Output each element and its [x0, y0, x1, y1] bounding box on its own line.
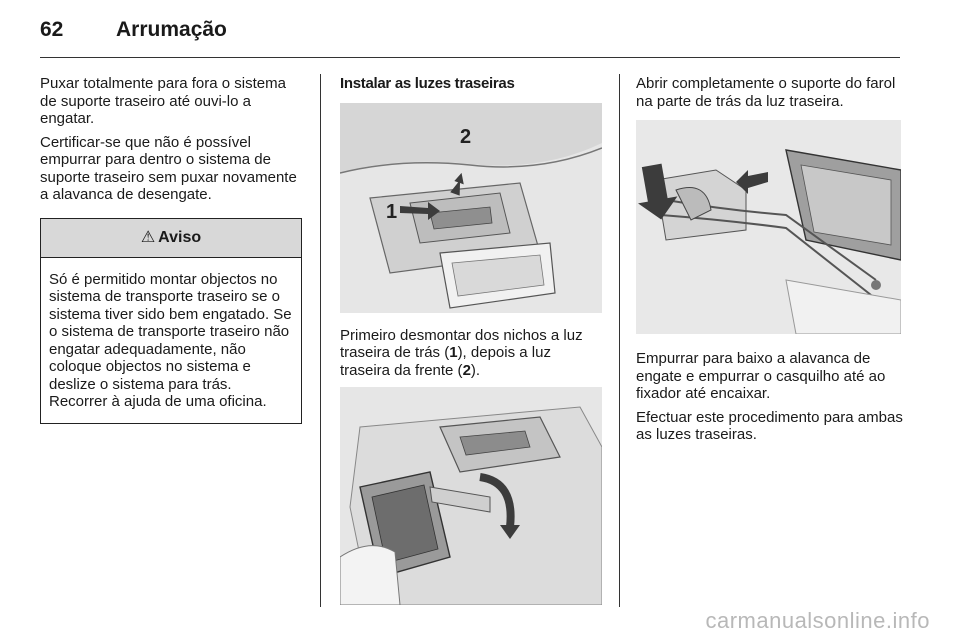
warning-triangle-icon: ⚠: [140, 228, 156, 246]
figure-tail-light-niches: [340, 103, 602, 313]
text-before: Primeiro desmontar dos nichos a luz traseira de trás (: [340, 326, 583, 361]
warning-title: Aviso: [158, 228, 202, 246]
figure-bulb-holder: [636, 120, 901, 334]
warning-header: [41, 219, 301, 258]
column-2: [340, 75, 602, 605]
callout-2: 2: [460, 125, 472, 148]
warning-box: [40, 218, 302, 424]
column-1: [40, 75, 302, 424]
paragraph-remove-lights: [340, 327, 602, 380]
page-header: [40, 18, 900, 58]
column-3: [636, 75, 904, 450]
page-title: Arrumação: [116, 18, 227, 41]
paragraph-check-lock: Certificar-se que não é possível empurrar para dentro o sistema de suporte traseiro sem puxar novamente a alavanca de desengate.: [40, 133, 297, 203]
text-middle: ), depois a luz traseira da frente (: [340, 344, 551, 379]
page-number: 62: [40, 18, 64, 41]
watermark: carmanualsonline.info: [705, 608, 930, 633]
section-heading: Instalar as luzes traseiras: [340, 75, 515, 92]
callout-1: 1: [386, 200, 398, 223]
ref-1: 1: [449, 344, 458, 361]
header-divider: [40, 57, 900, 58]
paragraph-repeat: Efectuar este procedimento para ambas as luzes traseiras.: [636, 408, 903, 443]
paragraph-open-holder: Abrir completamente o suporte do farol na parte de trás da luz traseira.: [636, 75, 896, 110]
warning-text: Só é permitido montar objectos no sistema de transporte traseiro se o sistema tiver sido bem engatado. Se o sistema de transporte traseiro não engatar adequadamente, não coloque objectos no sistema e deslize o sistema para trás. Recorrer à ajuda de uma oficina.: [49, 270, 292, 410]
figure-tail-light-removed: [340, 387, 602, 605]
ref-2: 2: [462, 361, 471, 379]
paragraph-push-lever: Empurrar para baixo a alavanca de engate e empurrar o casquilho até ao fixador até encaixar.: [636, 350, 886, 402]
text-after: ).: [470, 361, 481, 379]
paragraph-pull-out: Puxar totalmente para fora o sistema de suporte traseiro até ouvi-lo a engatar.: [40, 75, 286, 127]
column-divider-1: [320, 74, 321, 607]
column-divider-2: [619, 74, 620, 607]
